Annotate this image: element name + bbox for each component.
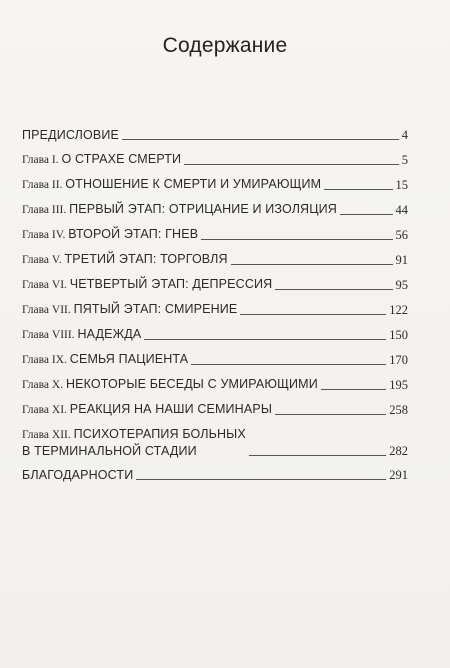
- toc-entry-chapter-7: [22, 301, 408, 318]
- toc-entry-label: [22, 326, 141, 343]
- toc-entry-page: 195: [389, 378, 408, 392]
- toc-entry-page: 258: [389, 403, 408, 417]
- toc-entry-label: [22, 376, 318, 393]
- toc-entry-name: О СТРАХЕ СМЕРТИ: [61, 152, 182, 166]
- dotted-leader: [321, 388, 386, 390]
- toc-entry-prefix: Глава VI.: [22, 279, 70, 291]
- toc-entry-label: [22, 226, 198, 243]
- toc-entry-label: [22, 301, 237, 318]
- toc-entry-page: 122: [389, 303, 408, 317]
- toc-entry-prefix: Глава IV.: [22, 229, 69, 241]
- dotted-leader: [249, 454, 386, 456]
- toc-entry-page: 95: [395, 278, 408, 292]
- dotted-leader: [122, 138, 399, 140]
- toc-entry-label: [22, 127, 119, 143]
- dotted-leader: [201, 238, 392, 240]
- dotted-leader: [275, 413, 386, 415]
- toc-entry-label: [22, 151, 181, 168]
- dotted-leader: [340, 213, 393, 215]
- toc-entry-page: 56: [395, 228, 408, 242]
- toc-entry-label: [22, 351, 188, 368]
- toc-entry-prefix: Глава XII.: [22, 429, 74, 441]
- toc-entry-page: 91: [395, 253, 408, 267]
- toc-entry-label: [22, 201, 337, 218]
- toc-entry-page: 170: [389, 353, 408, 367]
- dotted-leader: [136, 478, 386, 480]
- toc-entry-name-line2: В ТЕРМИНАЛЬНОЙ СТАДИИ: [22, 444, 197, 458]
- toc-entry-prefix: Глава X.: [22, 379, 66, 391]
- toc-entry-chapter-9: [22, 351, 408, 368]
- table-of-contents: [22, 127, 408, 491]
- dotted-leader: [191, 363, 386, 365]
- toc-entry-label: [22, 176, 321, 193]
- dotted-leader: [240, 313, 386, 315]
- toc-entry-chapter-12: [22, 426, 408, 459]
- dotted-leader: [144, 338, 386, 340]
- toc-entry-name: НЕКОТОРЫЕ БЕСЕДЫ С УМИРАЮЩИМИ: [65, 377, 318, 391]
- page-title: Содержание: [162, 34, 288, 57]
- dotted-leader: [275, 288, 392, 290]
- toc-entry-acknowledgements: [22, 467, 408, 483]
- toc-entry-page: 44: [395, 203, 408, 217]
- toc-entry-name: ПРЕДИСЛОВИЕ: [22, 128, 119, 142]
- toc-entry-name: ПЯТЫЙ ЭТАП: СМИРЕНИЕ: [73, 302, 238, 316]
- toc-entry-prefix: Глава VII.: [22, 304, 74, 316]
- toc-entry-chapter-3: [22, 201, 408, 218]
- toc-entry-prefix: Глава IX.: [22, 354, 70, 366]
- toc-entry-chapter-10: [22, 376, 408, 393]
- dotted-leader: [324, 188, 392, 190]
- toc-entry-chapter-11: [22, 401, 408, 418]
- toc-entry-name: ЧЕТВЕРТЫЙ ЭТАП: ДЕПРЕССИЯ: [69, 277, 273, 291]
- toc-entry-name: ПСИХОТЕРАПИЯ БОЛЬНЫХ: [73, 427, 246, 441]
- dotted-leader: [231, 263, 393, 265]
- toc-entry-chapter-8: [22, 326, 408, 343]
- toc-entry-prefix: Глава XI.: [22, 404, 70, 416]
- toc-entry-name: СЕМЬЯ ПАЦИЕНТА: [69, 352, 189, 366]
- toc-entry-page: 15: [395, 178, 408, 192]
- toc-entry-prefix: Глава III.: [22, 204, 70, 216]
- toc-entry-label: [22, 401, 272, 418]
- toc-entry-prefix: Глава I.: [22, 154, 62, 166]
- toc-entry-page: 282: [389, 444, 408, 458]
- toc-entry-chapter-4: [22, 226, 408, 243]
- toc-entry-prefix: Глава VIII.: [22, 329, 78, 341]
- toc-entry-label: [22, 276, 272, 293]
- toc-entry-prefix: Глава II.: [22, 179, 66, 191]
- toc-entry-name: НАДЕЖДА: [77, 327, 142, 341]
- toc-entry-label: [22, 426, 246, 459]
- toc-entry-chapter-2: [22, 176, 408, 193]
- toc-entry-preface: [22, 127, 408, 143]
- toc-entry-chapter-1: [22, 151, 408, 168]
- toc-entry-label: [22, 251, 228, 268]
- dotted-leader: [184, 163, 399, 165]
- toc-entry-name: ВТОРОЙ ЭТАП: ГНЕВ: [68, 227, 199, 241]
- toc-entry-name: ТРЕТИЙ ЭТАП: ТОРГОВЛЯ: [64, 252, 228, 266]
- toc-entry-page: 4: [401, 128, 408, 142]
- toc-entry-page: 150: [389, 328, 408, 342]
- toc-entry-page: 5: [401, 153, 408, 167]
- toc-entry-page: 291: [389, 468, 408, 482]
- toc-entry-label: [22, 467, 133, 483]
- toc-entry-chapter-5: [22, 251, 408, 268]
- toc-entry-name: ПЕРВЫЙ ЭТАП: ОТРИЦАНИЕ И ИЗОЛЯЦИЯ: [69, 202, 337, 216]
- toc-entry-name: БЛАГОДАРНОСТИ: [22, 468, 134, 482]
- toc-entry-prefix: Глава V.: [22, 254, 65, 266]
- toc-entry-chapter-6: [22, 276, 408, 293]
- toc-entry-name: РЕАКЦИЯ НА НАШИ СЕМИНАРЫ: [69, 402, 273, 416]
- toc-entry-name: ОТНОШЕНИЕ К СМЕРТИ И УМИРАЮЩИМ: [65, 177, 322, 191]
